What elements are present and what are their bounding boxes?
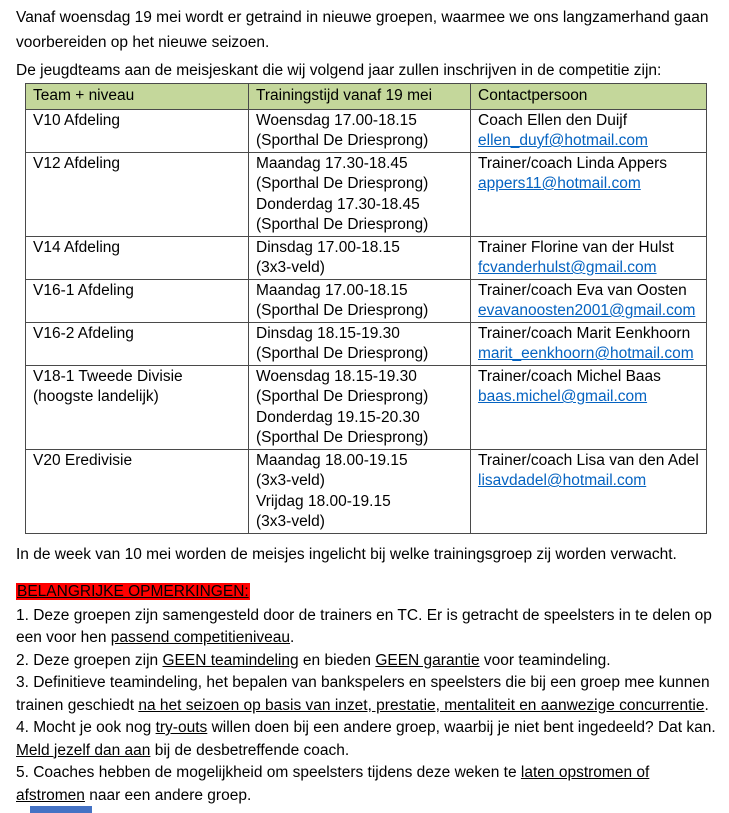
schedule-cell [249,109,471,152]
schedule-line: (Sporthal De Driesprong) [256,302,429,319]
contact-name: Trainer/coach Linda Appers [478,154,667,172]
schedule-line: Donderdag 19.15-20.30 [256,408,420,426]
schedule-line: (3x3-veld) [256,259,325,276]
column-header: Team + niveau [26,84,249,110]
remarks-heading-line [16,581,717,603]
schedule-cell [249,449,471,533]
schedule-line: Vrijdag 18.00-19.15 [256,492,391,510]
remark-underlined-text: try-outs [155,719,208,736]
schedule-cell [249,365,471,449]
remark-text: 2. Deze groepen zijn [16,651,163,669]
schedule-line: Dinsdag 17.00-18.15 [256,238,400,256]
schedule-line: (Sporthal De Driesprong) [256,345,429,362]
remark-text: . [704,696,709,714]
email-link[interactable]: appers11@hotmail.com [478,175,641,192]
teams-table [25,83,707,534]
contact-cell [471,365,707,449]
contact-cell [471,236,707,279]
bottom-blue-bar [30,806,92,813]
contact-name: Trainer/coach Eva van Oosten [478,281,687,299]
remark-underlined-text: GEEN garantie [375,651,480,669]
table-row [26,322,707,365]
remarks-list [16,605,717,808]
remark-item [16,650,717,673]
contact-name: Trainer/coach Lisa van den Adel [478,451,699,469]
remark-item [16,672,717,717]
remark-text: en bieden [298,651,376,669]
contact-cell [471,279,707,322]
schedule-cell [249,236,471,279]
schedule-line: Maandag 17.00-18.15 [256,281,408,299]
contact-cell [471,322,707,365]
team-cell: V12 Afdeling [26,152,249,236]
team-cell: V18-1 Tweede Divisie (hoogste landelijk) [26,365,249,449]
schedule-line: Maandag 18.00-19.15 [256,451,408,469]
email-link[interactable]: evavanoosten2001@gmail.com [478,302,696,319]
remark-underlined-text: laten opstromen of afstromen [16,764,650,804]
remarks-heading: BELANGRIJKE OPMERKINGEN: [17,582,249,600]
column-header: Trainingstijd vanaf 19 mei [249,84,471,110]
remark-text: 5. Coaches hebben de mogelijkheid om speelsters tijdens deze weken te [16,764,521,781]
contact-cell [471,152,707,236]
contact-name: Trainer/coach Michel Baas [478,367,661,385]
table-row [26,152,707,236]
team-cell: V14 Afdeling [26,236,249,279]
schedule-line: Donderdag 17.30-18.45 [256,195,420,213]
schedule-line: (Sporthal De Driesprong) [256,132,429,149]
contact-name: Trainer/coach Marit Eenkhoorn [478,324,691,342]
team-cell: V10 Afdeling [26,109,249,152]
remark-underlined-text: GEEN teamindeling [162,651,299,669]
remark-item [16,717,717,762]
email-link[interactable]: lisavdadel@hotmail.com [478,472,647,489]
table-caption: De jeugdteams aan de meisjeskant die wij volgend jaar zullen inschrijven in de competitie zijn: [16,62,662,79]
remark-text: bij de desbetreffende coach. [150,741,350,759]
remark-text: willen doen bij een andere groep, waarbij je niet bent ingedeeld? Dat kan. [207,719,716,736]
remark-text: voor teamindeling. [479,651,611,669]
schedule-line: (Sporthal De Driesprong) [256,388,429,405]
remark-text: naar een andere groep. [84,786,252,804]
contact-cell [471,449,707,533]
after-table-paragraph: In de week van 10 mei worden de meisjes ingelicht bij welke trainingsgroep zij worden verwacht. [16,545,677,563]
schedule-line: Woensdag 17.00-18.15 [256,111,417,129]
schedule-line: Dinsdag 18.15-19.30 [256,324,400,342]
schedule-line: (3x3-veld) [256,513,325,530]
remark-text: . [290,629,295,646]
schedule-cell [249,322,471,365]
email-link[interactable]: marit_eenkhoorn@hotmail.com [478,345,694,362]
email-link[interactable]: baas.michel@gmail.com [478,388,648,405]
schedule-line: Maandag 17.30-18.45 [256,154,408,172]
remark-underlined-text: Meld jezelf dan aan [16,741,151,759]
contact-name: Trainer Florine van der Hulst [478,238,674,256]
email-link[interactable]: fcvanderhulst@gmail.com [478,259,657,276]
schedule-line: (Sporthal De Driesprong) [256,175,429,192]
remark-item [16,605,717,650]
team-cell: V20 Eredivisie [26,449,249,533]
email-link[interactable]: ellen_duyf@hotmail.com [478,132,648,149]
schedule-line: (Sporthal De Driesprong) [256,216,429,233]
schedule-line: (3x3-veld) [256,472,325,489]
schedule-cell [249,152,471,236]
intro-paragraph: Vanaf woensdag 19 mei wordt er getraind in nieuwe groepen, waarmee we ons langzamerhand gaan voorbereiden op het nieuwe seizoen. [16,9,709,51]
remark-text: 1. Deze groepen zijn samengesteld door de trainers en TC. Er is getracht de speelsters in te delen op een voor hen [16,606,712,646]
remark-text: 3. Definitieve teamindeling, het bepalen van bankspelers en speelsters die bij een groep mee kunnen trainen geschiedt [16,674,710,714]
team-cell: V16-2 Afdeling [26,322,249,365]
contact-name: Coach Ellen den Duijf [478,111,628,129]
remark-underlined-text: passend competitieniveau [110,629,291,646]
column-header: Contactpersoon [471,84,707,110]
schedule-line: (Sporthal De Driesprong) [256,429,429,446]
table-header-row [26,84,707,110]
table-row [26,365,707,449]
table-row [26,449,707,533]
team-cell: V16-1 Afdeling [26,279,249,322]
table-row [26,279,707,322]
remark-underlined-text: na het seizoen op basis van inzet, prestatie, mentaliteit en aanwezige concurrentie [138,696,705,714]
contact-cell [471,109,707,152]
table-row [26,236,707,279]
remark-item [16,762,717,807]
schedule-cell [249,279,471,322]
remark-text: 4. Mocht je ook nog [16,719,156,736]
table-row [26,109,707,152]
schedule-line: Woensdag 18.15-19.30 [256,367,417,385]
